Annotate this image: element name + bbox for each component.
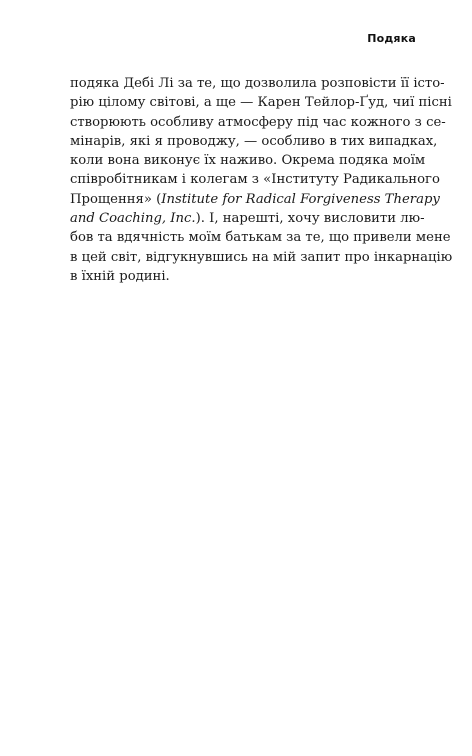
paragraph-line: створюють особливу атмосферу під час кожного з се- xyxy=(70,114,446,130)
paragraph-line: коли вона виконує їх наживо. Окрема подяка моїм xyxy=(70,153,426,169)
paragraph-line: співробітникам і колегам з «Інституту Радикального xyxy=(70,172,440,188)
paragraph-line-mixed xyxy=(70,209,425,228)
body-paragraph xyxy=(70,74,453,286)
paragraph-line: мінарів, які я проводжу, — особливо в тих випадках, xyxy=(70,133,438,149)
paragraph-text: Прощення» ( xyxy=(70,191,162,207)
paragraph-line: подяка Дебі Лі за те, що дозволила розповісти її істо- xyxy=(70,76,445,91)
paragraph-line-mixed xyxy=(70,190,440,209)
paragraph-line: рію цілому світові, а ще — Карен Тейлор-Ґуд, чиї пісні xyxy=(70,95,452,111)
paragraph-line: в цей світ, відгукнувшись на мій запит про інкарнацію xyxy=(70,249,453,265)
paragraph-line: бов та вдячність моїм батькам за те, що привели мене xyxy=(70,230,451,246)
paragraph-text: ). І, нарешті, хочу висловити лю- xyxy=(195,211,425,227)
italic-institute-name: Institute for Radical Forgiveness Therapy xyxy=(161,191,440,207)
paragraph-line-last: в їхній родині. xyxy=(70,268,170,284)
running-header-title: Подяка xyxy=(367,32,416,45)
italic-institute-name-cont: and Coaching, Inc. xyxy=(70,211,196,227)
